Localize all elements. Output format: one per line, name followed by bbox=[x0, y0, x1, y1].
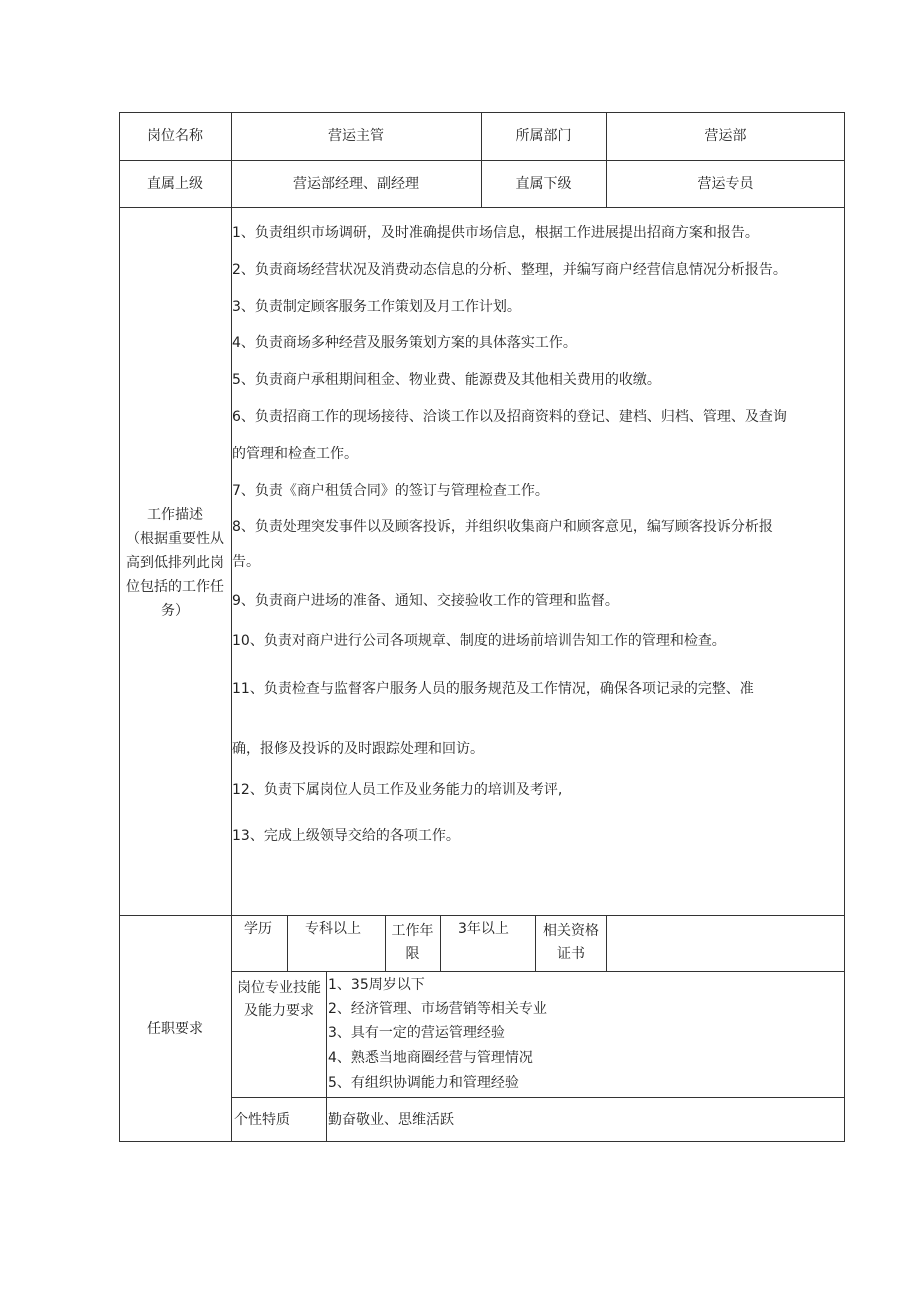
work-item: 7、负责《商户租赁合同》的签订与管理检查工作。 bbox=[232, 483, 549, 499]
work-label-note: （根据重要性从高到低排列此岗位包括的工作任务） bbox=[126, 531, 224, 619]
col-divider bbox=[606, 915, 607, 971]
work-item: 告。 bbox=[232, 554, 260, 570]
row-divider bbox=[119, 207, 845, 208]
row-divider bbox=[231, 971, 845, 972]
position-label: 岗位名称 bbox=[147, 128, 203, 144]
years-label: 工作年限 bbox=[391, 923, 434, 962]
position-value: 营运主管 bbox=[328, 128, 384, 144]
col-divider bbox=[385, 915, 386, 971]
work-description-label bbox=[121, 503, 229, 623]
skill-item: 5、有组织协调能力和管理经验 bbox=[328, 1075, 519, 1091]
subordinate-value: 营运专员 bbox=[697, 176, 754, 192]
row-divider bbox=[119, 160, 845, 161]
work-item: 3、负责制定顾客服务工作策划及月工作计划。 bbox=[232, 299, 521, 315]
skill-item: 3、具有一定的营运管理经验 bbox=[328, 1025, 505, 1041]
superior-value: 营运部经理、副经理 bbox=[293, 176, 419, 192]
work-item: 确，报修及投诉的及时跟踪处理和回访。 bbox=[232, 741, 484, 757]
skill-item: 2、经济管理、市场营销等相关专业 bbox=[328, 1001, 547, 1017]
dept-value: 营运部 bbox=[704, 128, 747, 144]
work-item: 10、负责对商户进行公司各项规章、制度的进场前培训告知工作的管理和检查。 bbox=[232, 633, 726, 649]
work-item: 8、负责处理突发事件以及顾客投诉，并组织收集商户和顾客意见，编写顾客投诉分析报 bbox=[232, 519, 773, 535]
skill-item: 1、35周岁以下 bbox=[328, 977, 425, 993]
work-item: 5、负责商户承租期间租金、物业费、能源费及其他相关费用的收缴。 bbox=[232, 372, 661, 388]
col-divider bbox=[535, 915, 536, 971]
col-divider bbox=[440, 915, 441, 971]
row-divider bbox=[231, 1097, 845, 1098]
skill-label: 岗位专业技能及能力要求 bbox=[237, 980, 321, 1019]
subordinate-label: 直属下级 bbox=[515, 176, 572, 192]
trait-value: 勤奋敬业、思维活跃 bbox=[328, 1112, 454, 1128]
edu-value: 专科以上 bbox=[305, 921, 361, 937]
years-value: 3年以上 bbox=[458, 921, 509, 937]
work-label-title: 工作描述 bbox=[147, 507, 203, 523]
cert-label: 相关资格证书 bbox=[543, 923, 599, 962]
work-item: 6、负责招商工作的现场接待、洽谈工作以及招商资料的登记、建档、归档、管理、及查询 bbox=[232, 409, 787, 425]
col-divider bbox=[287, 915, 288, 971]
work-item: 13、完成上级领导交给的各项工作。 bbox=[232, 828, 460, 844]
work-item: 12、负责下属岗位人员工作及业务能力的培训及考评, bbox=[232, 782, 563, 798]
work-item: 1、负责组织市场调研，及时准确提供市场信息，根据工作进展提出招商方案和报告。 bbox=[232, 225, 759, 241]
skill-item: 4、熟悉当地商圈经营与管理情况 bbox=[328, 1050, 533, 1066]
dept-label: 所属部门 bbox=[515, 128, 572, 144]
work-item: 4、负责商场多种经营及服务策划方案的具体落实工作。 bbox=[232, 335, 577, 351]
row-divider bbox=[119, 915, 845, 916]
requirements-label: 任职要求 bbox=[147, 1021, 203, 1037]
work-item: 2、负责商场经营状况及消费动态信息的分析、整理，并编写商户经营信息情况分析报告。 bbox=[232, 262, 787, 278]
edu-label: 学历 bbox=[244, 921, 272, 937]
work-item: 9、负责商户进场的准备、通知、交接验收工作的管理和监督。 bbox=[232, 593, 619, 609]
work-item: 11、负责检查与监督客户服务人员的服务规范及工作情况，确保各项记录的完整、准 bbox=[232, 681, 754, 697]
superior-label: 直属上级 bbox=[147, 176, 203, 192]
trait-label: 个性特质 bbox=[234, 1112, 290, 1128]
col-divider bbox=[326, 971, 327, 1142]
work-item: 的管理和检查工作。 bbox=[232, 446, 358, 462]
